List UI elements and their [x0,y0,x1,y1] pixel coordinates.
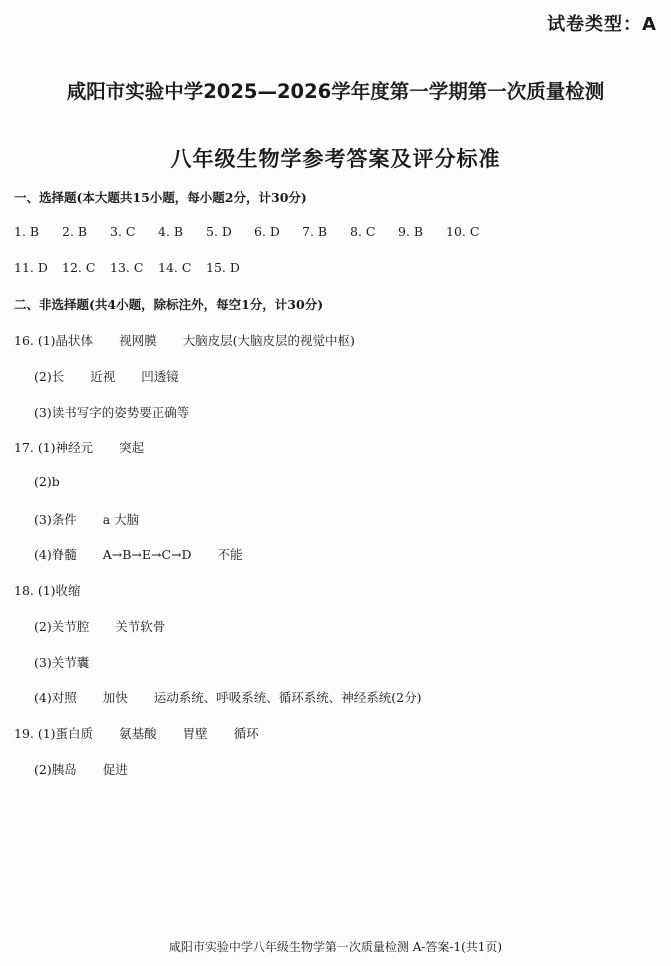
section1-heading: 一、选择题(本大题共15小题，每小题2分，计30分) [14,190,307,205]
choice-answer: 4. B [158,224,184,239]
q18-part2 [34,617,191,635]
answer-item: 关节软骨 [115,619,166,634]
q16-part3 [34,403,215,421]
q18-part4 [34,688,447,706]
choice-answer: 2. B [62,224,88,239]
choice-answer: 7. B [302,224,328,239]
answer-item: 不能 [217,547,243,562]
document-title: 咸阳市实验中学2025—2026学年度第一学期第一次质量检测 [66,80,605,103]
choice-answer: 1. B [14,224,40,239]
answer-item: (3)条件 [34,512,77,527]
answer-item: 大脑皮层(大脑皮层的视觉中枢) [182,333,355,348]
choice-answer: 9. B [398,224,424,239]
q17-part1 [14,438,170,456]
q18-part3 [34,653,115,671]
answer-item: (3)关节囊 [34,655,90,670]
choice-answers-row2 [14,260,254,275]
answer-item: 氨基酸 [119,726,157,741]
answer-item: (3)读书写字的姿势要正确等 [34,405,190,420]
choice-answer: 15. D [206,260,240,275]
q19-part2 [34,760,154,778]
answer-item: 运动系统、呼吸系统、循环系统、神经系统(2分) [153,690,422,705]
q18-part1 [14,581,107,599]
choice-answer: 8. C [350,224,376,239]
answer-item: 胃壁 [182,726,208,741]
answer-item: (2)b [34,474,60,489]
answer-item: (4)对照 [34,690,77,705]
document-subtitle: 八年级生物学参考答案及评分标准 [170,147,501,171]
answer-item: 19. (1)蛋白质 [14,726,94,741]
choice-answer: 10. C [446,224,480,239]
q17-part2 [34,474,86,489]
answer-item: 加快 [102,690,128,705]
answer-item: (2)关节腔 [34,619,90,634]
paper-type-label: 试卷类型：A [547,14,657,35]
answer-item: 视网膜 [119,333,157,348]
page-footer: 咸阳市实验中学八年级生物学第一次质量检测 A-答案-1(共1页) [168,940,503,954]
choice-answers-row1 [14,224,494,239]
choice-answer: 13. C [110,260,144,275]
q16-part2 [34,367,205,385]
answer-item: (2)胰岛 [34,762,77,777]
choice-answer: 6. D [254,224,280,239]
answer-item: a 大脑 [102,512,140,527]
answer-item: 凹透镜 [141,369,179,384]
answer-item: 16. (1)晶状体 [14,333,94,348]
answer-item: 近视 [90,369,116,384]
q19-part1 [14,724,285,742]
choice-answer: 11. D [14,260,48,275]
answer-item: (4)脊髓 [34,547,77,562]
choice-answer: 5. D [206,224,232,239]
q17-part3 [34,510,165,528]
choice-answer: 3. C [110,224,136,239]
choice-answer: 12. C [62,260,96,275]
answer-item: (2)长 [34,369,65,384]
q17-part4 [34,545,269,563]
answer-item: 促进 [102,762,128,777]
answer-item: A→B→E→C→D [102,547,192,562]
answer-item: 18. (1)收缩 [14,583,81,598]
section2-heading: 二、非选择题(共4小题，除标注外，每空1分，计30分) [14,297,324,312]
answer-item: 17. (1)神经元 [14,440,94,455]
answer-item: 突起 [119,440,145,455]
answer-item: 循环 [233,726,259,741]
choice-answer: 14. C [158,260,192,275]
q16-part1 [14,331,381,349]
